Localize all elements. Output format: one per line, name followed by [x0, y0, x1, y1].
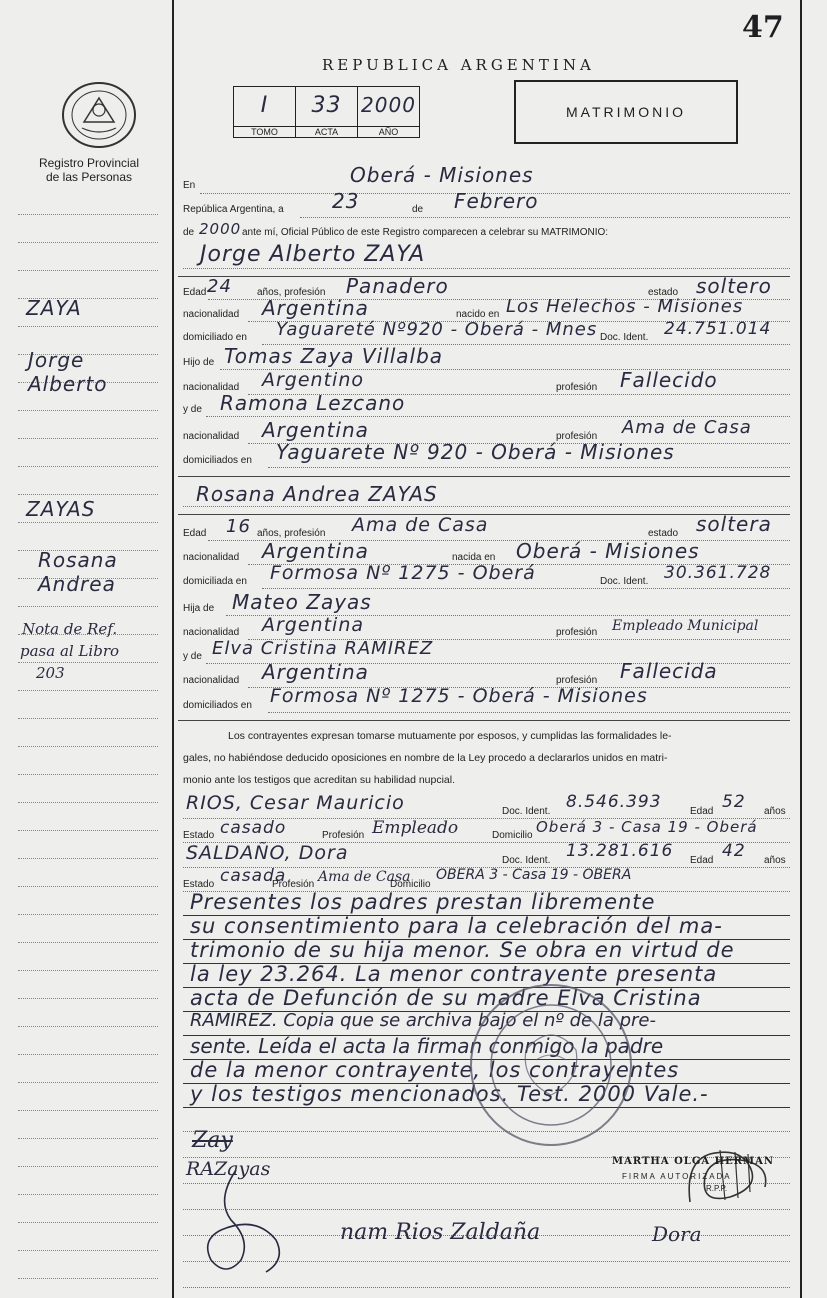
margin-surname-groom: ZAYA: [26, 296, 82, 320]
acta-cell: [296, 87, 358, 137]
margin-reference-note-3: 203: [36, 664, 65, 682]
tomo-value: I: [260, 93, 269, 118]
groom-y-de-label: y de: [183, 404, 202, 415]
margin-rule: [18, 802, 158, 803]
bride-padre-prof-label: profesión: [556, 627, 598, 638]
groom-hijo-label: Hijo de: [183, 357, 215, 368]
groom-nacionalidad-label: nacionalidad: [183, 309, 240, 320]
groom-madre-prof-label: profesión: [556, 431, 598, 442]
bride-padre-prof: Empleado Municipal: [612, 618, 759, 634]
groom-profesion: Panadero: [346, 274, 449, 298]
declaration-line-1: Los contrayentes expresan tomarse mutuamente por esposos, y cumplidas las formalidades le-: [228, 730, 672, 742]
section-divider: [178, 476, 790, 477]
bride-estado: soltera: [696, 512, 772, 536]
field-line: [268, 712, 790, 713]
margin-rule: [18, 1110, 158, 1111]
witness-signatures: nam Rios Zaldaña: [340, 1220, 541, 1245]
margin-rule: [18, 522, 158, 523]
acta-label: ACTA: [296, 126, 357, 137]
witness-edad: 52: [722, 792, 746, 812]
page-number: 47: [742, 10, 784, 45]
margin-rule: [18, 942, 158, 943]
margin-rule: [18, 242, 158, 243]
witness-prof: Empleado: [372, 818, 459, 838]
field-line: [262, 588, 790, 589]
margin-rule: [18, 774, 158, 775]
groom-edad-label: Edad: [183, 287, 207, 298]
groom-madre-prof: Ama de Casa: [622, 417, 752, 438]
margin-rule: [18, 858, 158, 859]
section-divider: [178, 720, 790, 721]
groom-nacionalidad: Argentina: [262, 296, 369, 320]
groom-padre: Tomas Zaya Villalba: [224, 344, 444, 368]
acta-value: 33: [311, 93, 342, 118]
witness-prof: Ama de Casa: [318, 869, 411, 885]
record-type: MATRIMONIO: [566, 104, 686, 120]
bride-edad-label: Edad: [183, 528, 207, 539]
en-label: En: [183, 180, 196, 191]
margin-rule: [18, 1138, 158, 1139]
groom-nacido: Los Helechos - Misiones: [506, 296, 744, 317]
witness-doc: 13.281.616: [566, 841, 674, 861]
groom-name: Jorge Alberto ZAYA: [200, 242, 426, 267]
margin-given-groom-1: Jorge: [28, 348, 85, 372]
margin-rule-left: [172, 0, 174, 1298]
officer-sub: R.P.P.: [706, 1184, 728, 1193]
margin-rule: [18, 1222, 158, 1223]
groom-padre-prof: Fallecido: [620, 368, 718, 392]
bride-padres-dom: Formosa Nº 1275 - Oberá - Misiones: [270, 685, 648, 707]
groom-padre-nac-label: nacionalidad: [183, 382, 240, 393]
margin-rule: [18, 1278, 158, 1279]
margin-rule: [18, 690, 158, 691]
observation-line: trimonio de su hija menor. Se obra en virtud de: [190, 938, 735, 962]
witness-estado-label: Estado: [183, 830, 215, 841]
province-seal-icon: [60, 80, 138, 150]
margin-rule: [18, 1166, 158, 1167]
ano-value: 2000: [361, 93, 416, 117]
day-value: 23: [332, 189, 360, 213]
margin-rule: [18, 970, 158, 971]
ano-label: AÑO: [358, 126, 419, 137]
bride-name: Rosana Andrea ZAYAS: [196, 482, 438, 506]
bride-signature: RAZayas: [186, 1158, 271, 1180]
margin-reference-note-1: Nota de Ref.: [22, 620, 118, 638]
bride-nacionalidad: Argentina: [262, 539, 369, 563]
bride-profesion-label: años, profesión: [257, 528, 326, 539]
groom-edad: 24: [207, 276, 232, 297]
registry-stamp: [466, 980, 636, 1150]
witness-dom: Oberá 3 - Casa 19 - Oberá: [536, 818, 758, 836]
groom-mark: Zay: [192, 1128, 233, 1153]
margin-rule: [18, 1026, 158, 1027]
groom-doc-label: Doc. Ident.: [600, 332, 649, 343]
witness-anos-label: años: [764, 855, 786, 866]
de2-label: de: [183, 227, 195, 238]
observation-line: sente. Leída el acta la firman conmigo la padre: [190, 1034, 664, 1058]
margin-rule: [18, 494, 158, 495]
observation-line: la ley 23.264. La menor contrayente presenta: [190, 962, 718, 986]
margin-rule: [18, 326, 158, 327]
witness-doc-label: Doc. Ident.: [502, 806, 551, 817]
bride-estado-label: estado: [648, 528, 679, 539]
margin-rule: [18, 410, 158, 411]
margin-rule: [18, 830, 158, 831]
groom-padre-nac: Argentino: [262, 369, 364, 391]
en-value: Oberá - Misiones: [350, 163, 534, 187]
witness-edad: 42: [722, 841, 746, 861]
officer-stamp: [610, 1142, 800, 1212]
month-value: Febrero: [454, 189, 539, 213]
record-type-box: [514, 80, 738, 144]
de-label: de: [412, 204, 424, 215]
margin-rule: [18, 1194, 158, 1195]
groom-padres-dom-label: domiciliados en: [183, 455, 252, 466]
observation-line: Presentes los padres prestan libremente: [190, 890, 656, 914]
groom-nacido-label: nacido en: [456, 309, 500, 320]
margin-rule-right: [800, 0, 802, 1298]
margin-rule: [18, 438, 158, 439]
witness-name: RIOS, Cesar Mauricio: [186, 792, 405, 814]
groom-padre-prof-label: profesión: [556, 382, 598, 393]
margin-rule: [18, 1250, 158, 1251]
ano-cell: [358, 87, 419, 137]
officer-name: MARTHA OLGA HERMAN: [612, 1156, 774, 1167]
margin-reference-note-2: pasa al Libro: [20, 642, 120, 660]
republica-label: República Argentina, a: [183, 204, 284, 215]
groom-madre-nac: Argentina: [262, 418, 369, 442]
witness-edad-label: Edad: [690, 806, 714, 817]
witness-name: SALDAÑO, Dora: [186, 842, 349, 864]
record-number-box: [233, 86, 420, 138]
witness-dom-label: Domicilio: [492, 830, 533, 841]
observation-line: su consentimiento para la celebración del ma-: [190, 914, 723, 938]
observation-line: y los testigos mencionados. Test. 2000 Vale.-: [190, 1082, 709, 1106]
bride-profesion: Ama de Casa: [352, 514, 489, 536]
witness-anos-label: años: [764, 806, 786, 817]
witness-dom-label: Domicilio: [390, 879, 431, 890]
officer-title: FIRMA AUTORIZADA: [622, 1172, 732, 1181]
registry-name: [14, 156, 164, 184]
bride-hija-label: Hija de: [183, 603, 215, 614]
margin-rule: [18, 914, 158, 915]
groom-domicilio: Yaguareté Nº920 - Oberá - Mnes: [276, 319, 598, 340]
intro-text: ante mí, Oficial Público de este Registro comparecen a celebrar su MATRIMONIO:: [242, 227, 609, 238]
margin-rule: [18, 1054, 158, 1055]
margin-rule: [18, 886, 158, 887]
registry-line-2: de las Personas: [45, 170, 133, 184]
bride-edad: 16: [226, 516, 251, 537]
province-seal: [60, 80, 138, 150]
registry-stamp-icon: [466, 980, 636, 1150]
margin-given-bride-2: Andrea: [38, 572, 116, 596]
witness-doc-label: Doc. Ident.: [502, 855, 551, 866]
observation-line: RAMIREZ. Copia que se archiva bajo el nº de la pre-: [190, 1010, 656, 1031]
bride-padre-nac-label: nacionalidad: [183, 627, 240, 638]
witness-estado: casado: [220, 818, 287, 838]
margin-given-groom-2: Alberto: [28, 372, 108, 396]
year-value: 2000: [199, 220, 242, 238]
groom-profesion-label: años, profesión: [257, 287, 326, 298]
groom-domicilio-label: domiciliado en: [183, 332, 247, 343]
margin-rule: [18, 718, 158, 719]
bride-nacida-label: nacida en: [452, 552, 496, 563]
bride-name-line: [183, 506, 790, 507]
bride-doc-label: Doc. Ident.: [600, 576, 649, 587]
declaration-line-3: monio ante los testigos que acreditan su habilidad nupcial.: [183, 774, 456, 786]
bride-padre: Mateo Zayas: [232, 590, 372, 614]
groom-estado: soltero: [696, 274, 772, 298]
groom-estado-label: estado: [648, 287, 679, 298]
witness-dom: OBERA 3 - Casa 19 - OBERA: [436, 867, 632, 883]
field-line: [268, 467, 790, 468]
margin-given-bride-1: Rosana: [38, 548, 118, 572]
declaration-line-2: gales, no habiéndose deducido oposiciones en nombre de la Ley procedo a declararlos unidos en matri-: [183, 752, 668, 764]
observation-line: acta de Defunción de su madre Elva Cristina: [190, 986, 702, 1010]
bride-domicilio-label: domiciliada en: [183, 576, 247, 587]
margin-rule: [18, 662, 158, 663]
witness-prof-label: Profesión: [272, 879, 315, 890]
groom-madre-nac-label: nacionalidad: [183, 431, 240, 442]
bride-madre: Elva Cristina RAMIREZ: [212, 638, 434, 659]
witness-prof-label: Profesión: [322, 830, 365, 841]
witness-signature-2: Dora: [652, 1222, 702, 1246]
bride-nacida: Oberá - Misiones: [516, 539, 700, 563]
margin-rule: [18, 606, 158, 607]
margin-surname-bride: ZAYAS: [26, 497, 96, 521]
bride-domicilio: Formosa Nº 1275 - Oberá: [270, 562, 536, 584]
margin-rule: [18, 746, 158, 747]
witness-doc: 8.546.393: [566, 792, 662, 812]
bride-padre-nac: Argentina: [262, 614, 365, 636]
witness-estado-label: Estado: [183, 879, 215, 890]
bride-madre-prof: Fallecida: [620, 659, 718, 683]
observation-line: de la menor contrayente, los contrayentes: [190, 1058, 680, 1082]
registry-line-1: Registro Provincial: [38, 156, 140, 170]
margin-rule: [18, 1082, 158, 1083]
tomo-label: TOMO: [234, 126, 295, 137]
margin-rule: [18, 214, 158, 215]
bride-madre-prof-label: profesión: [556, 675, 598, 686]
bride-madre-nac: Argentina: [262, 660, 369, 684]
bride-doc: 30.361.728: [664, 563, 772, 583]
groom-name-line: [183, 268, 790, 269]
groom-padres-dom: Yaguarete Nº 920 - Oberá - Misiones: [276, 440, 675, 464]
margin-rule: [18, 998, 158, 999]
tomo-cell: [234, 87, 296, 137]
groom-doc: 24.751.014: [664, 319, 772, 339]
bride-madre-nac-label: nacionalidad: [183, 675, 240, 686]
date-field-line: [300, 217, 790, 218]
groom-madre: Ramona Lezcano: [220, 391, 406, 415]
signature-flourish: [196, 1160, 296, 1280]
witness-edad-label: Edad: [690, 855, 714, 866]
country-title: REPUBLICA ARGENTINA: [322, 56, 595, 74]
field-line: [183, 1287, 790, 1288]
bride-y-de-label: y de: [183, 651, 202, 662]
witness-estado: casada: [220, 866, 287, 886]
margin-rule: [18, 270, 158, 271]
bride-nacionalidad-label: nacionalidad: [183, 552, 240, 563]
bride-padres-dom-label: domiciliados en: [183, 700, 252, 711]
margin-rule: [18, 466, 158, 467]
